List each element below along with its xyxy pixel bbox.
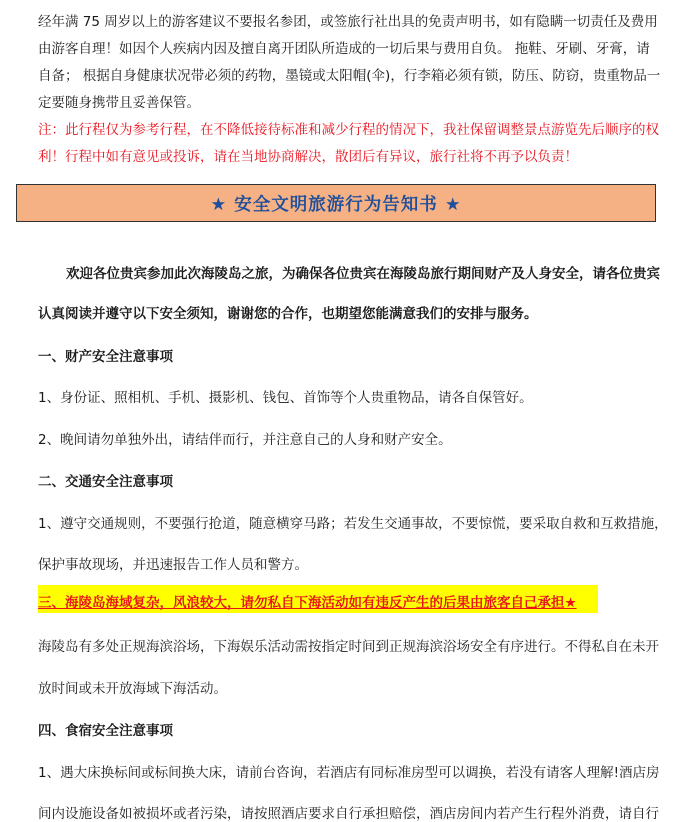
welcome-line-2: 认真阅读并遵守以下安全须知，谢谢您的合作，也期望您能满意我们的安排与服务。 [38, 306, 538, 322]
section3-line-2: 放时间或未开放海域下海活动。 [38, 681, 227, 697]
note-line-1: 注：此行程仅为参考行程，在不降低接待标准和减少行程的情况下，我社保留调整景点游览先后顺序的权 [38, 122, 659, 138]
section4-line-2: 间内设施设备如被损坏或者污染，请按照酒店要求自行承担赔偿，酒店房间内若产生行程外消费，请自行 [38, 806, 659, 822]
section2-line-2: 保护事故现场，并迅速报告工作人员和警方。 [38, 557, 308, 573]
section1-item-2: 2、晚间请勿单独外出，请结伴而行，并注意自己的人身和财产安全。 [38, 432, 452, 448]
section4-heading: 四、食宿安全注意事项 [38, 723, 173, 739]
intro-line-1: 经年满 75 周岁以上的游客建议不要报名参团，或签旅行社出具的免责声明书，如有隐瞒一切责任及费用 [38, 14, 658, 30]
section2-line-1: 1、遵守交通规则，不要强行抢道，随意横穿马路；若发生交通事故，不要惊慌，要采取自救和互救措施， [38, 516, 668, 532]
section1-heading: 一、财产安全注意事项 [38, 349, 173, 365]
notice-title-banner [16, 184, 656, 222]
intro-line-4: 定要随身携带且妥善保管。 [38, 95, 200, 111]
section1-item-1: 1、身份证、照相机、手机、摄影机、钱包、首饰等个人贵重物品，请各自保管好。 [38, 390, 533, 406]
intro-line-3: 自备； 根据自身健康状况带必须的药物，墨镜或太阳帽(伞)，行李箱必须有锁，防压、防窃，贵重物品一 [38, 68, 661, 84]
intro-line-2: 由游客自理！如因个人疾病内因及擅自离开团队所造成的一切后果与费用自负。 拖鞋、牙刷、牙膏，请 [38, 41, 650, 57]
section4-line-1: 1、遇大床换标间或标间换大床，请前台咨询，若酒店有同标准房型可以调换，若没有请客人理解!酒店房 [38, 765, 660, 781]
welcome-line-1: 欢迎各位贵宾参加此次海陵岛之旅，为确保各位贵宾在海陵岛旅行期间财产及人身安全，请各位贵宾 [66, 266, 660, 282]
section2-heading: 二、交通安全注意事项 [38, 474, 173, 490]
section3-line-1: 海陵岛有多处正规海滨浴场，下海娱乐活动需按指定时间到正规海滨浴场安全有序进行。不得私自在未开 [38, 639, 659, 655]
notice-title: ★ 安全文明旅游行为告知书 ★ [210, 194, 462, 215]
section3-heading: 三、海陵岛海域复杂，风浪较大，请勿私自下海活动如有违反产生的后果由旅客自己承担★ [38, 595, 577, 611]
note-line-2: 利！行程中如有意见或投诉，请在当地协商解决，散团后有异议，旅行社将不再予以负责！ [38, 149, 578, 165]
